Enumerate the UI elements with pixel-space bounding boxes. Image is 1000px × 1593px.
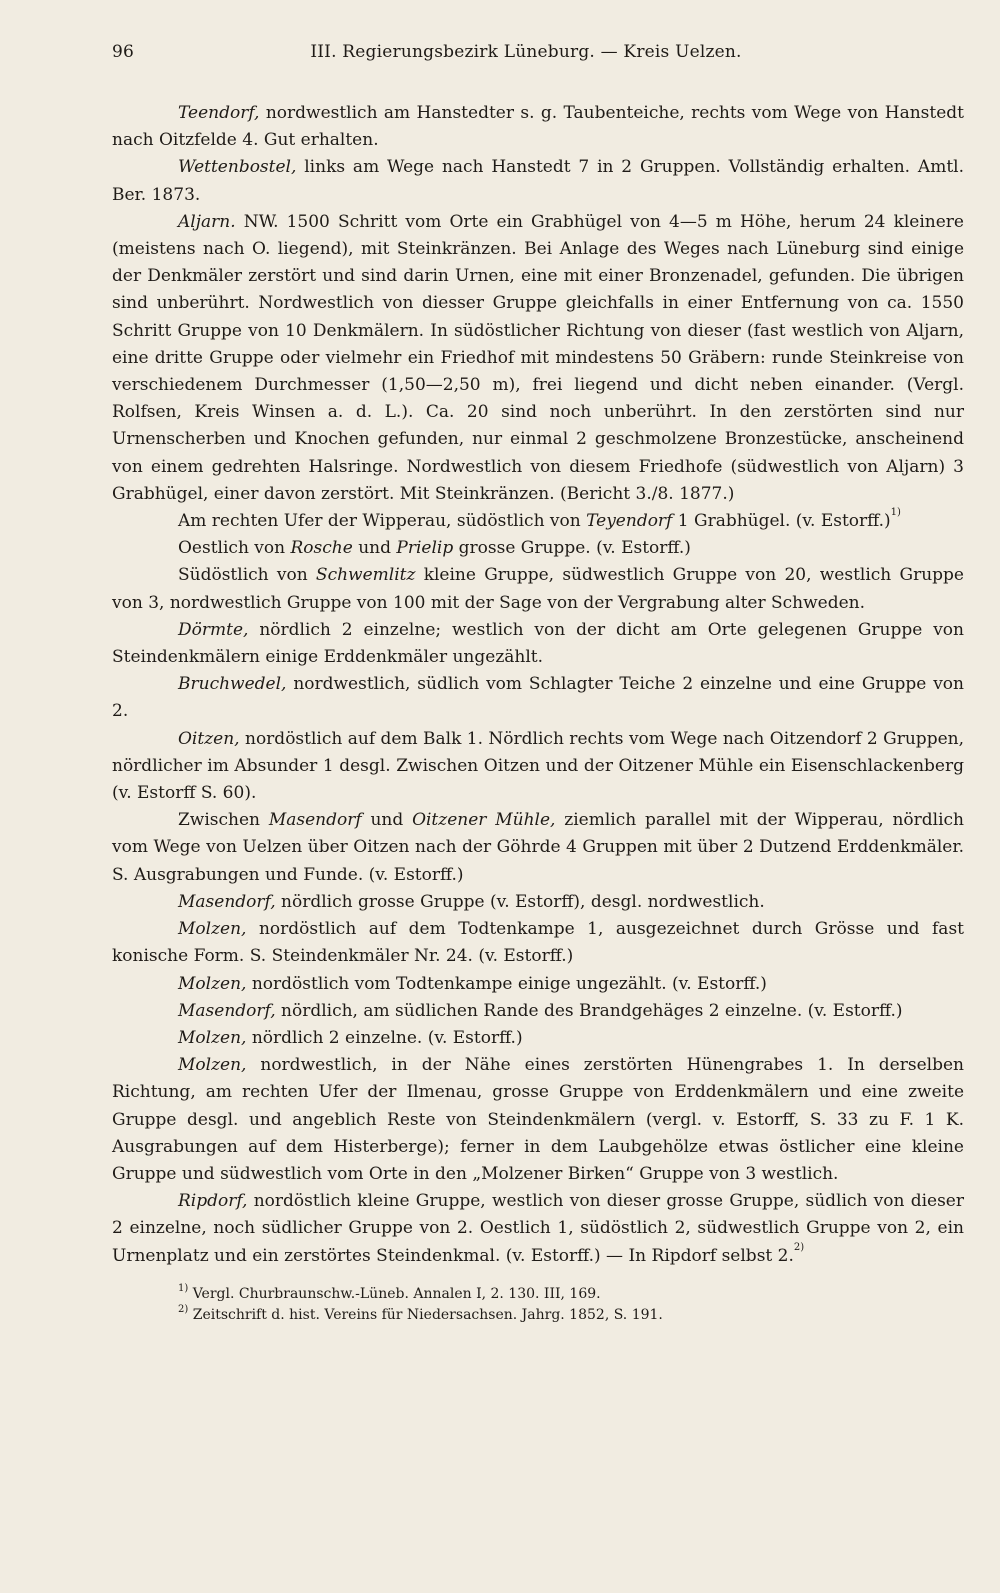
paragraph xyxy=(112,1025,964,1052)
footnote-ref: 1) xyxy=(890,507,901,519)
place-name: Masendorf xyxy=(268,810,362,831)
paragraph-text: nordöstlich auf dem Balk 1. Nördlich rechts vom Wege nach Oitzendorf 2 Gruppen, nördlicher im Absunder 1 desgl. Zwischen Oitzen und der Oitzener Mühle ein Eisenschlackenberg (v. Estorff S. 60). xyxy=(112,728,964,804)
footnote xyxy=(178,1305,964,1326)
paragraph-text: nordöstlich kleine Gruppe, westlich von dieser grosse Gruppe, südlich von dieser 2 einzelne, noch südlicher Gruppe von 2. Oestlich 1, südöstlich 2, südwestlich Gruppe von 2, ein Urnenplatz und ein zerstörtes Steindenkmal. (v. Estorff.) — In Ripdorf selbst 2. xyxy=(112,1191,964,1266)
paragraph-text: nordwestlich, in der Nähe eines zerstörten Hünengrabes 1. In derselben Richtung, am rechten Ufer der Ilmenau, grosse Gruppe von Erddenkmälern und eine zweite Gruppe desgl. und angeblich Reste von Steindenkmälern (vergl. v. Estorff, S. 33 zu F. 1 K. Ausgrabungen auf dem Histerberge); ferner in dem Laubgehölze etwas östlicher eine kleine Gruppe und südwestlich vom Orte in den „Molzener Birken“ Gruppe von 3 westlich. xyxy=(112,1055,964,1184)
body-text xyxy=(112,100,964,1270)
footnotes xyxy=(112,1284,964,1326)
place-name: Teendorf, xyxy=(178,103,260,123)
place-name: Molzen, xyxy=(178,1027,247,1048)
paragraph xyxy=(112,535,964,562)
paragraph-text: Oestlich von xyxy=(178,538,291,559)
paragraph-text: und xyxy=(361,810,413,831)
place-name: Teyendorf xyxy=(586,511,673,532)
paragraph xyxy=(112,726,964,808)
running-title: III. Regierungsbezirk Lüneburg. — Kreis Uelzen. xyxy=(310,42,742,62)
place-name: Aljarn. xyxy=(178,211,236,232)
place-name: Masendorf, xyxy=(178,1000,276,1021)
place-name: Rosche xyxy=(290,538,353,559)
paragraph xyxy=(112,154,964,208)
paragraph-text: nördlich 2 einzelne; westlich von der dicht am Orte gelegenen Gruppe von Steindenkmälern einige Erddenkmäler ungezählt. xyxy=(112,619,964,668)
paragraph xyxy=(112,508,964,535)
footnote-mark: 1) xyxy=(178,1282,189,1294)
paragraph xyxy=(112,100,964,154)
footnote-text: Zeitschrift d. hist. Vereins für Niedersachsen. Jahrg. 1852, S. 191. xyxy=(188,1306,663,1323)
paragraph-text: nördlich grosse Gruppe (v. Estorff), desgl. nordwestlich. xyxy=(275,891,765,912)
paragraph-text: 1 Grabhügel. (v. Estorff.) xyxy=(672,511,891,532)
footnote xyxy=(178,1284,964,1305)
place-name: Masendorf, xyxy=(178,891,276,912)
footnote-text: Vergl. Churbraunschw.-Lüneb. Annalen I, 2. 130. III, 169. xyxy=(188,1285,601,1302)
paragraph-text: NW. 1500 Schritt vom Orte ein Grabhügel von 4—5 m Höhe, herum 24 kleinere (meistens nach O. liegend), mit Steinkränzen. Bei Anlage des Weges nach Lüneburg sind einige der Denkmäler zerstört und sind darin Urnen, eine mit einer Bronzenadel, gefunden. Die übrigen sind unberührt. Nordwestlich von diesser Gruppe gleichfalls in einer Entfernung von ca. 1550 Schritt Gruppe von 10 Denkmälern. In südöstlicher Richtung von dieser (fast westlich von Aljarn, eine dritte Gruppe oder vielmehr ein Friedhof mit mindestens 50 Gräbern: runde Steinkreise von verschiedenem Durchmesser (1,50—2,50 m), frei liegend und dicht neben einander. (Vergl. Rolfsen, Kreis Winsen a. d. L.). Ca. 20 sind noch unberührt. In den zerstörten sind nur Urnenscherben und Knochen gefunden, nur einmal 2 geschmolzene Bronzestücke, anscheinend von einem gedrehten Halsringe. Nordwestlich von diesem Friedhofe (südwestlich von Aljarn) 3 Grabhügel, einer davon zerstört. Mit Steinkränzen. (Bericht 3./8. 1877.) xyxy=(112,211,964,504)
footnote-mark: 2) xyxy=(178,1303,189,1315)
paragraph xyxy=(112,971,964,998)
paragraph-text: grosse Gruppe. (v. Estorff.) xyxy=(453,538,691,559)
paragraph xyxy=(112,562,964,616)
place-name: Dörmte, xyxy=(178,619,249,640)
paragraph-text: nordwestlich, südlich vom Schlagter Teiche 2 einzelne und eine Gruppe von 2. xyxy=(112,674,964,722)
paragraph xyxy=(112,889,964,916)
page-header xyxy=(112,42,964,62)
place-name: Schwemlitz xyxy=(315,565,416,586)
place-name: Oitzen, xyxy=(178,728,240,749)
page-number: 96 xyxy=(112,42,135,62)
paragraph-text: und xyxy=(352,538,397,559)
paragraph xyxy=(112,209,964,508)
paragraph-text: nordöstlich auf dem Todtenkampe 1, ausgezeichnet durch Grösse und fast konische Form. S. Steindenkmäler Nr. 24. (v. Estorff.) xyxy=(112,919,964,967)
paragraph xyxy=(112,671,964,725)
place-name: Molzen, xyxy=(178,919,247,940)
paragraph xyxy=(112,1052,964,1188)
place-name: Bruchwedel, xyxy=(178,674,287,695)
paragraph-text: links am Wege nach Hanstedt 7 in 2 Gruppen. Vollständig erhalten. Amtl. Ber. 1873. xyxy=(112,157,964,205)
paragraph xyxy=(112,617,964,671)
paragraph-text: nordwestlich am Hanstedter s. g. Taubenteiche, rechts vom Wege von Hanstedt nach Oitzfelde 4. Gut erhalten. xyxy=(112,103,964,151)
paragraph-text: kleine Gruppe, südwestlich Gruppe von 20, westlich Gruppe von 3, nordwestlich Gruppe von 100 mit der Sage von der Vergrabung alter Schweden. xyxy=(112,565,964,613)
place-name: Ripdorf, xyxy=(178,1191,248,1212)
paragraph-text: Am rechten Ufer der Wipperau, südöstlich von xyxy=(178,511,587,532)
paragraph-text: Südöstlich von xyxy=(178,565,316,586)
paragraph xyxy=(112,1188,964,1270)
place-name: Wettenbostel, xyxy=(178,157,297,178)
paragraph xyxy=(112,916,964,970)
place-name: Molzen, xyxy=(178,973,247,994)
footnote-ref: 2) xyxy=(793,1241,805,1253)
paragraph-text: ziemlich parallel mit der Wipperau, nördlich vom Wege von Uelzen über Oitzen nach der Göhrde 4 Gruppen mit über 2 Dutzend Erddenkmäler. S. Ausgrabungen und Funde. (v. Estorff.) xyxy=(112,810,964,885)
paragraph xyxy=(112,807,964,889)
place-name: Prielip xyxy=(396,538,454,559)
paragraph xyxy=(112,998,964,1025)
paragraph-text: nordöstlich vom Todtenkampe einige ungezählt. (v. Estorff.) xyxy=(246,973,767,994)
paragraph-text: Zwischen xyxy=(178,810,269,831)
paragraph-text: nördlich, am südlichen Rande des Brandgehäges 2 einzelne. (v. Estorff.) xyxy=(275,1000,903,1021)
place-name: Oitzener Mühle, xyxy=(412,810,556,831)
paragraph-text: nördlich 2 einzelne. (v. Estorff.) xyxy=(246,1027,523,1048)
place-name: Molzen, xyxy=(178,1055,247,1076)
